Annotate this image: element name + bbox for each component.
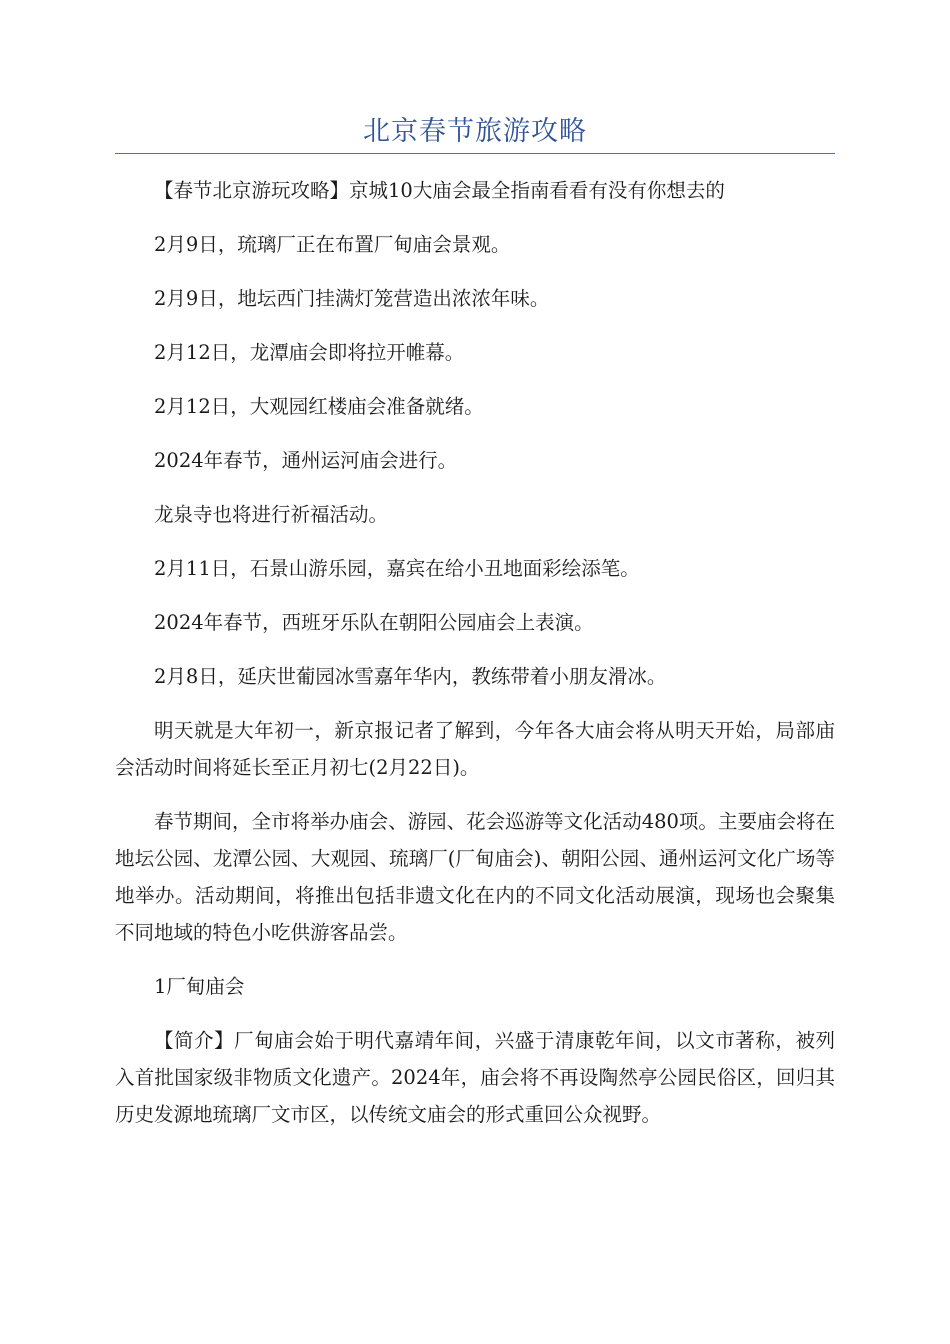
paragraph: 2月8日，延庆世葡园冰雪嘉年华内，教练带着小朋友滑冰。 [154,665,667,688]
title-underline [115,153,835,154]
section-heading: 1厂甸庙会 [154,975,245,998]
paragraph: 明天就是大年初一，新京报记者了解到，今年各大庙会将从明天开始，局部庙会活动时间将延长至正月初七(2月22日)。 [115,719,835,779]
paragraph: 2024年春节，西班牙乐队在朝阳公园庙会上表演。 [154,611,594,634]
page-title: 北京春节旅游攻略 [363,116,587,147]
paragraph: 2月9日，地坛西门挂满灯笼营造出浓浓年味。 [154,287,550,310]
paragraph: 2月12日，龙潭庙会即将拉开帷幕。 [154,341,465,364]
paragraph: 2024年春节，通州运河庙会进行。 [154,449,458,472]
paragraph: 2月12日，大观园红楼庙会准备就绪。 [154,395,484,418]
paragraph: 【简介】厂甸庙会始于明代嘉靖年间，兴盛于清康乾年间，以文市著称，被列入首批国家级非物质文化遗产。2024年，庙会将不再设陶然亭公园民俗区，回归其历史发源地琉璃厂文市区，以传统文庙会的形式重回公众视野。 [115,1029,835,1126]
paragraph: 春节期间，全市将举办庙会、游园、花会巡游等文化活动480项。主要庙会将在地坛公园、龙潭公园、大观园、琉璃厂(厂甸庙会)、朝阳公园、通州运河文化广场等地举办。活动期间，将推出包括非遗文化在内的不同文化活动展演，现场也会聚集不同地域的特色小吃供游客品尝。 [115,810,835,944]
paragraph: 2月11日，石景山游乐园，嘉宾在给小丑地面彩绘添笔。 [154,557,640,580]
paragraph: 2月9日，琉璃厂正在布置厂甸庙会景观。 [154,233,511,256]
paragraph: 龙泉寺也将进行祈福活动。 [154,503,389,526]
document-body [115,172,835,1150]
paragraph-intro: 【春节北京游玩攻略】京城10大庙会最全指南看看有没有你想去的 [154,179,725,202]
